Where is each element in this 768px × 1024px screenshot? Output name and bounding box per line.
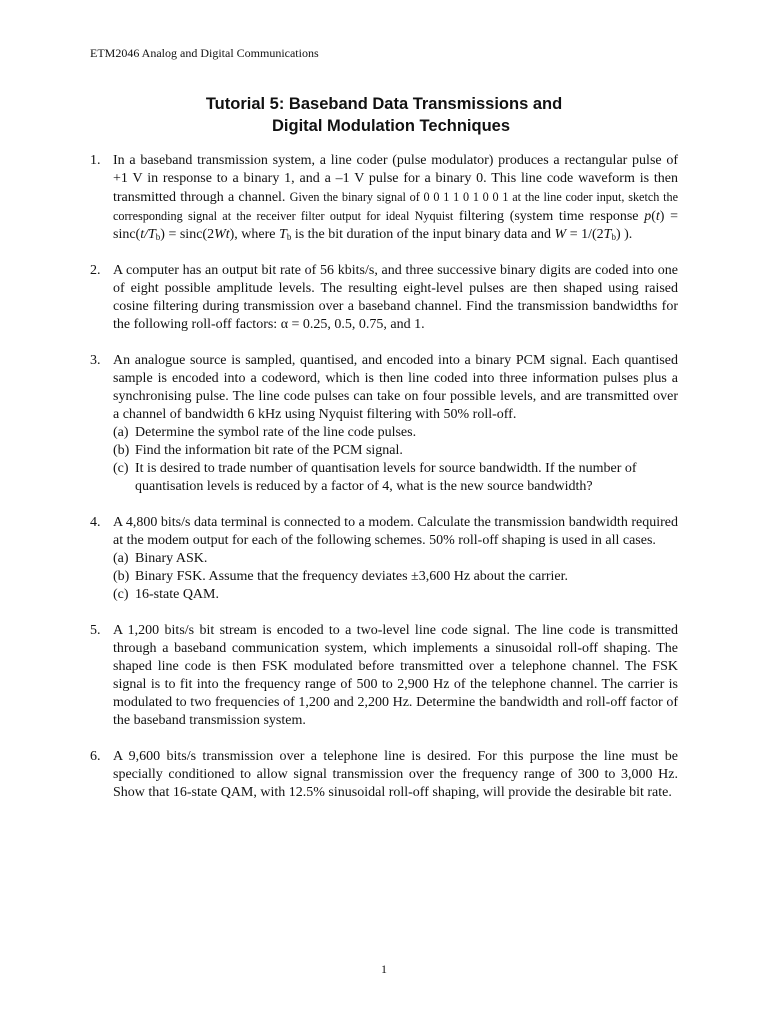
subpart-label: (a) [113,425,129,440]
subpart-b [113,442,678,460]
question-text: An analogue source is sampled, quantised, and encoded into a binary PCM signal. Each quantised sample is encoded into a codeword, which is then line coded into three information pulses plus a synchronising pulse. The line code pulses can take on four possible levels, and are transmitted over a channel of bandwidth 6 kHz using Nyquist filtering with 50% roll-off. [113,353,678,422]
subpart-c [113,586,678,604]
subpart-a [113,424,678,442]
question-1 [90,152,678,244]
question-number: 1. [90,153,101,168]
title-line-1: Tutorial 5: Baseband Data Transmissions and [205,95,563,113]
question-list [90,152,678,802]
subpart-b [113,568,678,586]
subpart-text: Binary ASK. [135,551,208,566]
subpart-text: It is desired to trade number of quantisation levels for source bandwidth. If the number of quantisation levels is reduced by a factor of 4, what is the new source bandwidth? [135,461,637,494]
question-text: A computer has an output bit rate of 56 kbits/s, and three successive binary digits are coded into one of eight possible amplitude levels. The resulting eight-level pulses are then shaped using raised cosine filtering during transmission over a baseband channel. Find the transmission bandwidths for the following roll-off factors: α = 0.25, 0.5, 0.75, and 1. [113,263,678,332]
question-3 [90,352,678,496]
question-5 [90,622,678,730]
question-text: A 1,200 bits/s bit stream is encoded to a two-level line code signal. The line code is transmitted through a baseband communication system, which implements a sinusoidal roll-off shaping. The shaped line code is then FSK modulated before transmitted over a telephone channel. The FSK signal is to fit into the frequency range of 500 to 2,900 Hz of the telephone channel. The carrier is modulated to two frequencies of 1,200 and 2,200 Hz. Determine the bandwidth and roll-off factor of the baseband transmission system. [113,623,678,728]
subpart-text: Find the information bit rate of the PCM signal. [135,443,403,458]
subpart-label: (a) [113,551,129,566]
question-number: 6. [90,749,101,764]
subpart-c [113,460,678,496]
question-6 [90,748,678,802]
question-2 [90,262,678,334]
subpart-label: (b) [113,569,130,584]
question-number: 2. [90,263,101,278]
tutorial-title [0,93,768,137]
running-header: ETM2046 Analog and Digital Communications [90,46,319,60]
question-text: In a baseband transmission system, a line coder (pulse modulator) produces a rectangular pulse of +1 V in response to a binary 1, and a –1 V pulse for a binary 0. This line code waveform is then transmitted through a channel. Given the binary signal of 0 0 1 1 0 1 0 0 1 at the line coder input, sketch the corresponding signal at the receiver filter output for ideal Nyquist filtering (system time response $p(t) = \sin c(t/T_b) = \sin c(2Wt)$, where $T_b$ is the bit duration of the input binary data and $W = 1/(2T_b)$ ). [113,153,678,242]
question-text: A 9,600 bits/s transmission over a telephone line is desired. For this purpose the line must be specially conditioned to allow signal transmission over the frequency range of 300 to 3,000 Hz. Show that 16-state QAM, with 12.5% sinusoidal roll-off shaping, will provide the desirable bit rate. [113,749,678,800]
page-number: 1 [381,962,387,976]
question-number: 4. [90,515,101,530]
title-line-2: Digital Modulation Techniques [271,117,511,135]
subpart-label: (c) [113,587,129,602]
question-number: 3. [90,353,101,368]
question-4 [90,514,678,604]
question-text: A 4,800 bits/s data terminal is connected to a modem. Calculate the transmission bandwidth required at the modem output for each of the following schemes. 50% roll-off shaping is used in all cases. [113,515,678,548]
subpart-text: Determine the symbol rate of the line code pulses. [135,425,417,440]
question-text-small: Given the binary signal of 0 0 1 1 0 1 0 0 1 at the line coder input, sketch the corresponding signal at the receiver filter output for ideal Nyquist [113,190,678,223]
subpart-label: (b) [113,443,130,458]
subpart-a [113,550,678,568]
question-number: 5. [90,623,101,638]
subpart-text: Binary FSK. Assume that the frequency deviates ±3,600 Hz about the carrier. [135,569,569,584]
subpart-text: 16-state QAM. [135,587,219,602]
subpart-label: (c) [113,461,129,476]
